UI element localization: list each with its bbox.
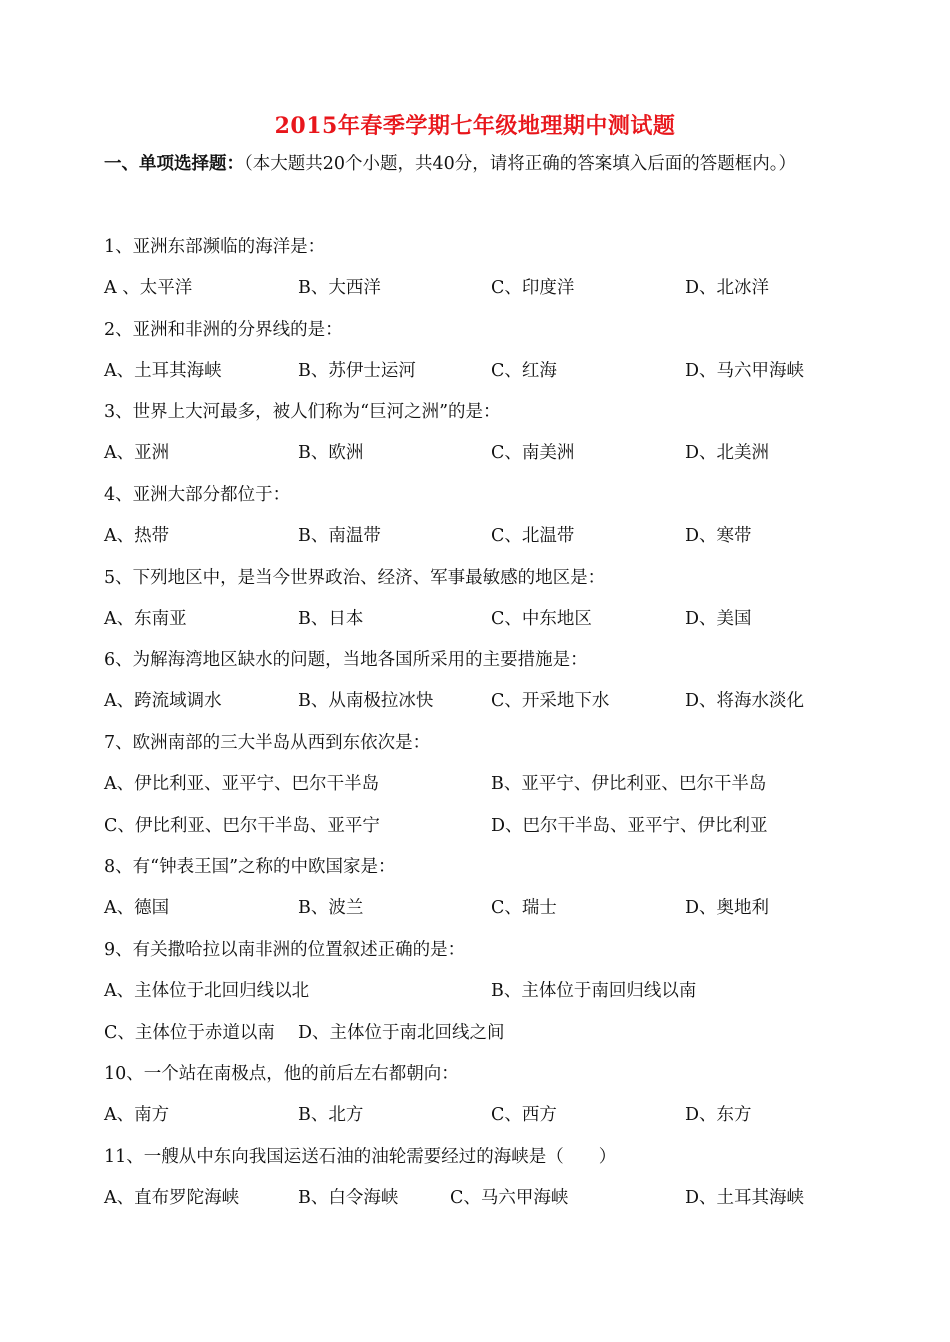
- question-stem: 8、有“钟表王国”之称的中欧国家是：: [104, 857, 396, 877]
- option-a: A、亚洲: [104, 443, 170, 463]
- question-options: [104, 1184, 864, 1208]
- option-d: D、美国: [685, 609, 752, 629]
- exam-title: 2015年春季学期七年级地理期中测试题: [274, 113, 676, 139]
- option-b: B、从南极拉冰快: [298, 691, 434, 711]
- option-d: D、东方: [685, 1105, 752, 1125]
- question-options: [104, 812, 864, 836]
- option-c: C、马六甲海峡: [450, 1188, 569, 1208]
- question-options: [104, 357, 864, 381]
- option-b: B、波兰: [298, 898, 364, 918]
- option-d: D、北冰洋: [685, 278, 770, 298]
- option-c: C、瑞士: [491, 898, 557, 918]
- option-d: D、土耳其海峡: [685, 1188, 805, 1208]
- question-stem: 10、一个站在南极点，他的前后左右都朝向：: [104, 1064, 459, 1084]
- question-options: [104, 687, 864, 711]
- option-a: A 、太平洋: [104, 278, 193, 298]
- question-stem: 2、亚洲和非洲的分界线的是：: [104, 320, 343, 340]
- option-d: D、巴尔干半岛、亚平宁、伊比利亚: [491, 816, 768, 836]
- section-intro: [104, 144, 864, 184]
- option-c: C、伊比利亚、巴尔干半岛、亚平宁: [104, 816, 380, 836]
- question-stem: 3、世界上大河最多，被人们称为“巨河之洲”的是：: [104, 402, 501, 422]
- option-a: A、东南亚: [104, 609, 187, 629]
- option-a: A、伊比利亚、亚平宁、巴尔干半岛: [104, 774, 380, 794]
- option-b: B、苏伊士运河: [298, 361, 416, 381]
- option-b: B、主体位于南回归线以南: [491, 981, 697, 1001]
- section-heading: 一、单项选择题：: [104, 154, 244, 174]
- question-options: [104, 1101, 864, 1125]
- option-a: A、南方: [104, 1105, 170, 1125]
- option-c: C、主体位于赤道以南: [104, 1023, 275, 1043]
- option-b: B、亚平宁、伊比利亚、巴尔干半岛: [491, 774, 767, 794]
- option-b: B、大西洋: [298, 278, 381, 298]
- question-options: [104, 605, 864, 629]
- question-stem: 4、亚洲大部分都位于：: [104, 485, 291, 505]
- question-stem: 6、为解海湾地区缺水的问题，当地各国所采用的主要措施是：: [104, 650, 588, 670]
- option-b: B、欧洲: [298, 443, 364, 463]
- option-c: C、中东地区: [491, 609, 592, 629]
- option-b: B、白令海峡: [298, 1188, 399, 1208]
- option-d: D、寒带: [685, 526, 752, 546]
- option-a: A、主体位于北回归线以北: [104, 981, 310, 1001]
- question-options: [104, 1019, 864, 1043]
- option-d: D、主体位于南北回线之间: [298, 1023, 505, 1043]
- option-d: D、马六甲海峡: [685, 361, 805, 381]
- question-options: [104, 977, 864, 1001]
- question-options: [104, 770, 864, 794]
- option-c: C、开采地下水: [491, 691, 610, 711]
- option-d: D、北美洲: [685, 443, 770, 463]
- option-a: A、直布罗陀海峡: [104, 1188, 240, 1208]
- option-b: B、日本: [298, 609, 364, 629]
- question-stem: 5、下列地区中，是当今世界政治、经济、军事最敏感的地区是：: [104, 568, 606, 588]
- question-options: [104, 894, 864, 918]
- question-options: [104, 522, 864, 546]
- option-c: C、北温带: [491, 526, 575, 546]
- option-c: C、南美洲: [491, 443, 575, 463]
- option-d: D、将海水淡化: [685, 691, 805, 711]
- option-c: C、西方: [491, 1105, 557, 1125]
- option-c: C、红海: [491, 361, 557, 381]
- section-instructions: （本大题共20个小题，共40分，请将正确的答案填入后面的答题框内。）: [244, 154, 797, 174]
- option-a: A、土耳其海峡: [104, 361, 222, 381]
- question-stem: 1、亚洲东部濒临的海洋是：: [104, 237, 326, 257]
- option-b: B、南温带: [298, 526, 381, 546]
- question-options: [104, 274, 864, 298]
- question-stem: 7、欧洲南部的三大半岛从西到东依次是：: [104, 733, 431, 753]
- question-options: [104, 439, 864, 463]
- option-a: A、跨流域调水: [104, 691, 222, 711]
- question-stem: 9、有关撒哈拉以南非洲的位置叙述正确的是：: [104, 940, 466, 960]
- option-c: C、印度洋: [491, 278, 575, 298]
- option-a: A、德国: [104, 898, 170, 918]
- option-d: D、奥地利: [685, 898, 770, 918]
- question-stem: 11、一艘从中东向我国运送石油的油轮需要经过的海峡是（ ）: [104, 1147, 617, 1167]
- option-b: B、北方: [298, 1105, 364, 1125]
- option-a: A、热带: [104, 526, 170, 546]
